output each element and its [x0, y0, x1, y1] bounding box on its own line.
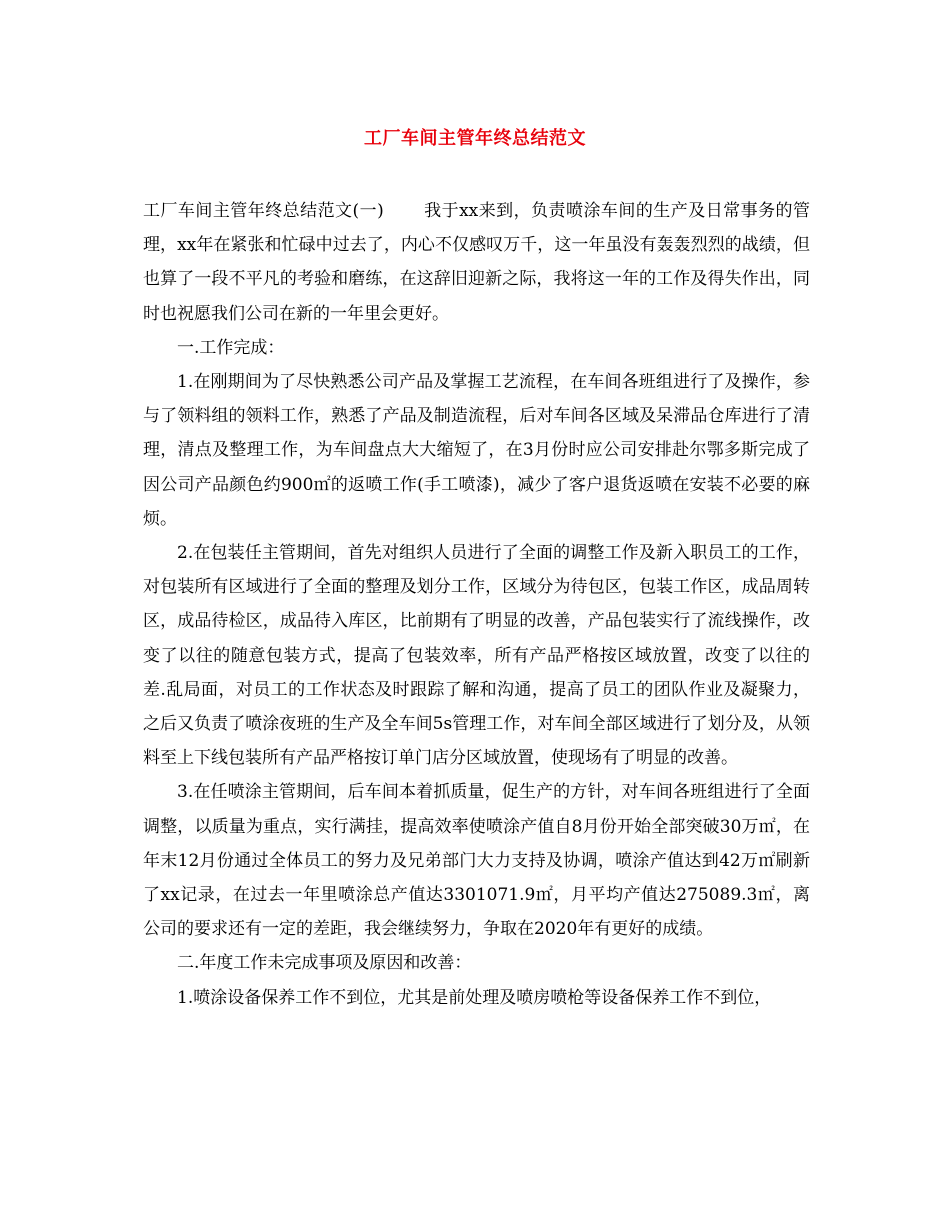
paragraph-unfinished-1: 1.喷涂设备保养工作不到位，尤其是前处理及喷房喷枪等设备保养工作不到位， [177, 987, 772, 1008]
document-body [143, 194, 810, 1015]
section-heading-label: 工厂车间主管年终总结范文(一) [143, 201, 384, 221]
section-heading-unfinished: 二.年度工作未完成事项及原因和改善： [177, 953, 472, 974]
intro-paragraph [143, 194, 810, 331]
document-title: 工厂车间主管年终总结范文 [364, 128, 586, 149]
section-heading-work-done: 一.工作完成： [177, 337, 285, 358]
intro-text: 我于xx来到，负责喷涂车间的生产及日常事务的管理，xx年在紧张和忙碌中过去了，内心不仅感叹万千，这一年虽没有轰轰烈烈的战绩，但也算了一段不平凡的考验和磨练，在这辞旧迎新之际，我将这一年的工作及得失作出，同时也祝愿我们公司在新的一年里会更好。 [143, 201, 810, 324]
paragraph-item-2: 2.在包装任主管期间，首先对组织人员进行了全面的调整工作及新入职员工的工作，对包装所有区域进行了全面的整理及划分工作，区域分为待包区，包装工作区，成品周转区，成品待检区，成品待入库区，比前期有了明显的改善，产品包装实行了流线操作，改变了以往的随意包装方式，提高了包装效率，所有产品严格按区域放置，改变了以往的差.乱局面，对员工的工作状态及时跟踪了解和沟通，提高了员工的团队作业及凝聚力，之后又负责了喷涂夜班的生产及全车间5s管理工作，对车间全部区域进行了划分及，从领料至上下线包装所有产品严格按订单门店分区域放置，使现场有了明显的改善。 [143, 543, 810, 769]
paragraph-item-1: 1.在刚期间为了尽快熟悉公司产品及掌握工艺流程，在车间各班组进行了及操作，参与了领料组的领料工作，熟悉了产品及制造流程，后对车间各区域及呆滞品仓库进行了清理，清点及整理工作，为车间盘点大大缩短了，在3月份时应公司安排赴尔鄂多斯完成了因公司产品颜色约900㎡的返喷工作(手工喷漆)，减少了客户退货返喷在安装不必要的麻烦。 [143, 372, 810, 529]
paragraph-item-3: 3.在任喷涂主管期间，后车间本着抓质量，促生产的方针，对车间各班组进行了全面调整，以质量为重点，实行满挂，提高效率使喷涂产值自8月份开始全部突破30万㎡，在年末12月份通过全体员工的努力及兄弟部门大力支持及协调，喷涂产值达到42万㎡刷新了xx记录，在过去一年里喷涂总产值达3301071.9㎡，月平均产值达275089.3㎡，离公司的要求还有一定的差距，我会继续努力，争取在2020年有更好的成绩。 [143, 782, 810, 940]
